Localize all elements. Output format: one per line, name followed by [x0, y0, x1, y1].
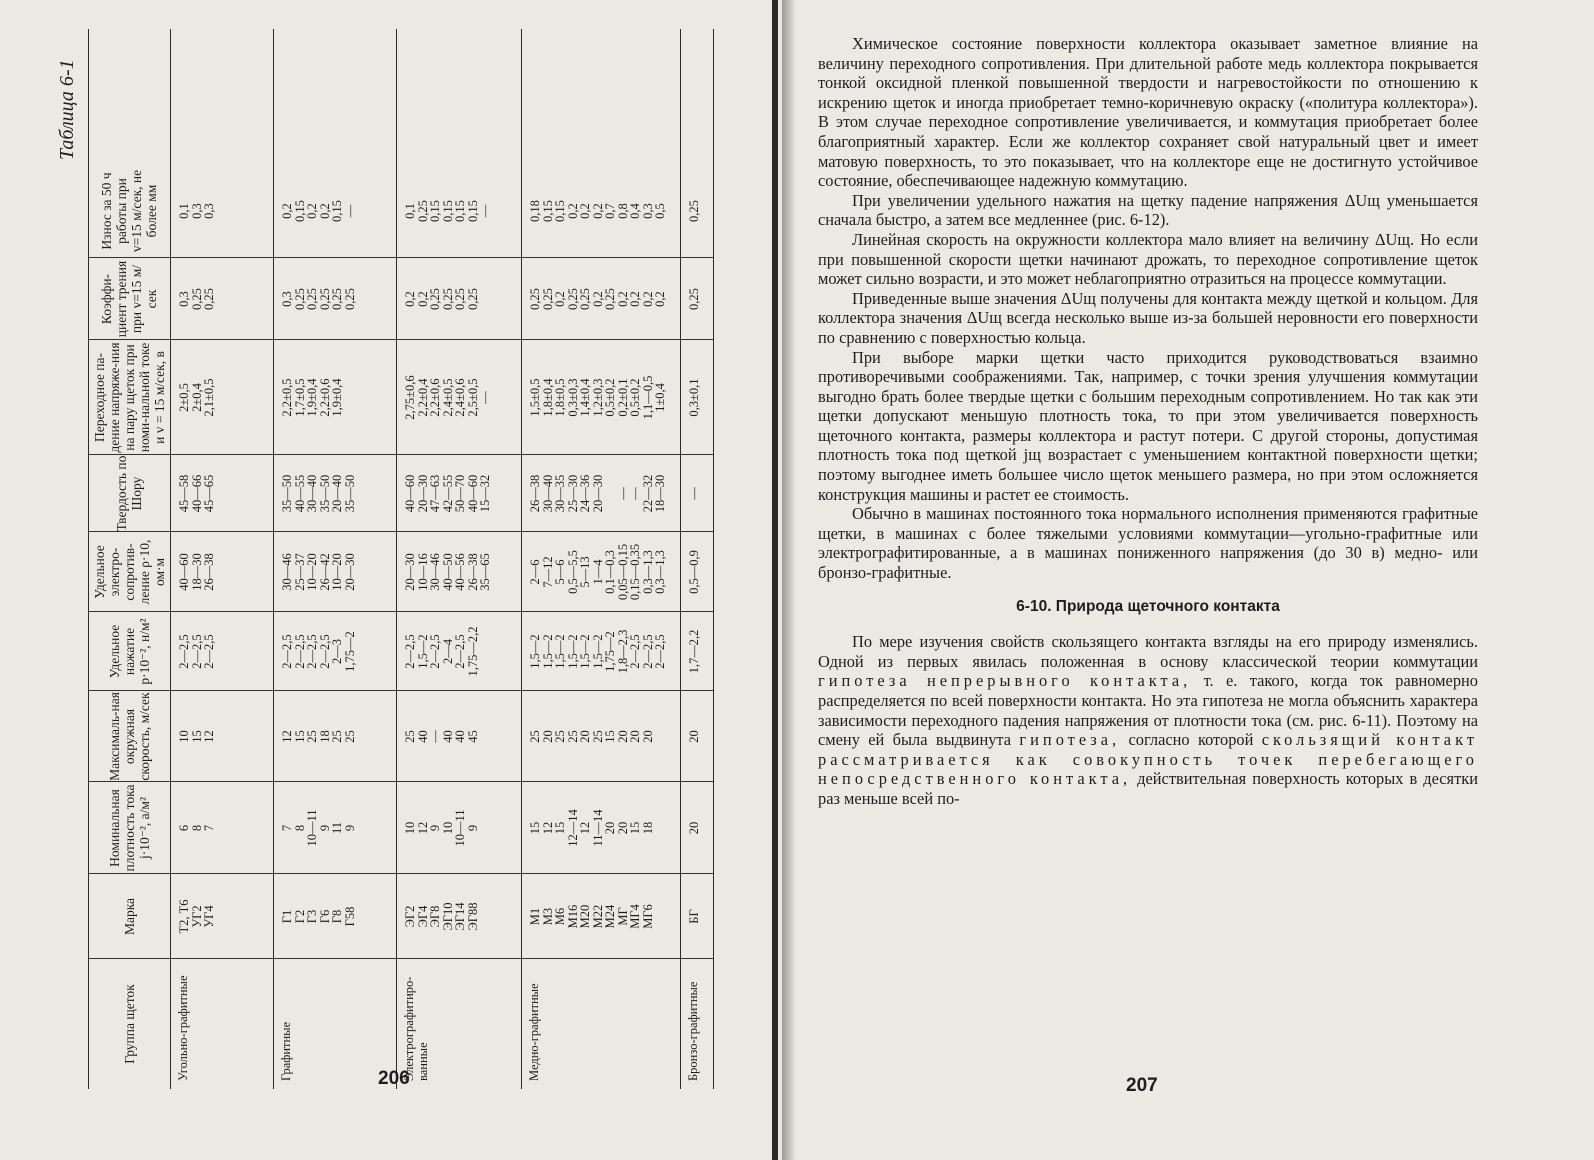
- table-cell: ЭГ10: [440, 902, 455, 931]
- table-header-cell: Износ за 50 ч работы при v=15 м/сек, не более мм: [99, 169, 159, 253]
- table-cell: 20: [687, 821, 701, 835]
- table-cell: 11—14: [590, 809, 605, 847]
- table-cell: 20—30: [415, 474, 430, 513]
- term-hypothesis: гипотеза,: [1019, 730, 1121, 750]
- table-cell: 30—46: [428, 553, 442, 591]
- table-cell: 0,05—0,15: [615, 543, 630, 601]
- table-cell: 25: [330, 730, 344, 743]
- table-cell: ЭГ88: [465, 902, 480, 931]
- table-cell: 0,2: [565, 203, 580, 219]
- table-cell: 2±0,5: [177, 383, 191, 412]
- table-cell: 0,3: [177, 291, 191, 307]
- text-column: [818, 34, 1478, 809]
- table-cell: 2—2,5: [403, 634, 417, 669]
- table-cell: 9: [342, 824, 357, 832]
- table-cell: 10—16: [415, 553, 430, 591]
- table-cell: 40: [440, 730, 455, 743]
- table-cell: 0,3±0,1: [687, 378, 701, 417]
- table-cell: 1,5—2: [565, 634, 580, 669]
- table-cell: 10: [177, 730, 191, 743]
- table-cell: 26—38: [465, 553, 480, 591]
- table-cell: 0,25: [565, 288, 580, 310]
- table-band-rule: [396, 29, 397, 1089]
- table-cell: М24: [603, 904, 617, 929]
- section-title: 6-10. Природа щеточного контакта: [1016, 597, 1280, 615]
- table-cell: 35—65: [478, 553, 492, 591]
- table-cell: 0,18: [528, 200, 542, 222]
- table-cell: 0,25: [415, 200, 430, 222]
- table-cell: 0,25: [465, 288, 480, 310]
- table-cell: 45: [465, 730, 480, 743]
- paragraph-7-part1: По мере изучения свойств скользящего контакта взгляды на его природу изменялись. Одной из первых явилась положенная в основу классической теории коммутации: [818, 632, 1478, 671]
- table-cell: БГ: [687, 909, 701, 924]
- paragraph-4: Приведенные выше значения ΔUщ получены для контакта между щеткой и кольцом. Для коллектора значения ΔUщ всегда несколько выше из-за большей неровности его поверхности по сравнению с поверхностью кольца.: [818, 288, 1478, 347]
- table-cell: 0,5±0,2: [628, 378, 642, 417]
- table-cell: 1,9±0,4: [305, 378, 319, 417]
- table-cell: 35—50: [317, 474, 332, 513]
- table-cell: 0,3: [189, 203, 204, 219]
- table-cell: 12: [280, 730, 294, 743]
- table-cell: М22: [590, 904, 605, 929]
- table-cell: 1,5—2: [415, 634, 430, 669]
- table-header-cell: Твердость по Шору: [114, 455, 144, 532]
- table-cell: 0,5±0,2: [603, 378, 617, 417]
- table-cell: 40: [415, 730, 430, 743]
- table-cell: 1,8±0,4: [540, 378, 555, 417]
- table-cell: —: [342, 204, 357, 218]
- table-group-name: Электрографитиро-ванные: [402, 976, 430, 1081]
- table-group-name: Угольно-графитные: [176, 975, 190, 1081]
- table-cell: 25—30: [565, 474, 580, 513]
- table-cell: 9: [465, 824, 480, 832]
- table-cell: 0,25: [687, 200, 701, 222]
- table-cell: —: [478, 391, 492, 404]
- table-group-name: Медно-графитные: [527, 983, 541, 1081]
- table-cell: 0,25: [578, 288, 592, 310]
- table-header-cell: Группа щеток: [121, 984, 137, 1064]
- table-cell: ЭГ14: [453, 902, 467, 931]
- table-cell: 1,2±0,3: [590, 378, 605, 417]
- table-cell: 9: [428, 824, 442, 832]
- paragraph-7-part4: действительная поверхность которых в десятки раз меньше всей по-: [818, 769, 1478, 808]
- table-cell: 20: [687, 730, 701, 743]
- paragraph-6: Обычно в машинах постоянного тока нормального исполнения применяются графитные щетки, в машинах с более тяжелыми условиями коммутации—угольно-графитные или электрографитированные, а в машинах пониженного напряжения (до 30 в) медно- или бронзо-графитные.: [818, 504, 1478, 583]
- table-cell: 0,15: [440, 200, 455, 222]
- table-cell: ЭГ2: [403, 905, 417, 928]
- table-cell: 2,75±0,6: [403, 375, 417, 420]
- table-cell: 45—58: [177, 474, 191, 513]
- table-cell: 1,75—2,2: [465, 626, 480, 677]
- table-cell: 25: [528, 730, 542, 743]
- table-cell: 7: [202, 824, 216, 832]
- table-cell: М16: [565, 904, 580, 929]
- table-cell: 0,2: [590, 203, 605, 219]
- table-cell: Г1: [280, 909, 294, 924]
- table-cell: 0,25: [540, 288, 555, 310]
- page-number-left: 206: [378, 1068, 410, 1089]
- table-cell: 25: [590, 730, 605, 743]
- gutter-shadow: [782, 0, 796, 1160]
- paragraph-5: При выборе марки щетки часто приходится руководствоваться взаимно противоречивыми соображениями. Так, например, с точки зрения улучшения коммутации выгодно брать более твердые щетки с большим переходным сопротивлением. Но так как эти щетки допускают меньшую плотность тока, то при этом увеличивается поверхность щеточного контакта, размеры коллектора и растут потери. С другой стороны, допустимая плотность тока под щеткой jщ возрастает с уменьшением контактной поверхности щетки; поэтому выгоднее иметь большее число щеток меньшего размера, но при этом осложняется конструкция машины и растет ее стоимость.: [818, 347, 1478, 504]
- table-cell: 2,2±0,6: [317, 378, 332, 417]
- table-cell: 0,5—5,5: [565, 550, 580, 594]
- table-header-cell: Коэффи-циент трения при v=15 м/сек: [99, 260, 159, 338]
- table-cell: 10—20: [305, 553, 319, 591]
- table-cell: 0,15: [453, 200, 467, 222]
- table-cell: 25: [553, 730, 567, 743]
- paragraph-2: При увеличении удельного нажатия на щетку падение напряжения ΔUщ уменьшается сначала быстро, а затем все медленнее (рис. 6-12).: [818, 190, 1478, 230]
- table-cell: Г58: [342, 906, 357, 927]
- table-cell: 1,1—0,5: [640, 375, 655, 420]
- table-cell: 0,15: [553, 200, 567, 222]
- table-6-1: [0, 0, 778, 1160]
- table-header-cell: Удельное электро-сопротив-ление ρ·10, ом·м: [91, 539, 167, 605]
- table-cell: 2—2,5: [453, 634, 467, 669]
- table-cell: 2±0,4: [189, 383, 204, 412]
- table-cell: 0,25: [292, 288, 307, 310]
- table-cell: 2—2,5: [653, 634, 667, 669]
- table-cell: 0,15: [330, 200, 344, 222]
- table-cell: 20—30: [590, 474, 605, 513]
- table-cell: 0,25: [189, 288, 204, 310]
- table-cell: 0,2: [305, 203, 319, 219]
- table-cell: 2—3: [330, 639, 344, 664]
- table-cell: 42—55: [440, 474, 455, 513]
- table-cell: 15: [528, 821, 542, 835]
- table-cell: 0,25: [428, 288, 442, 310]
- table-cell: 30—40: [305, 474, 319, 513]
- table-cell: 2—2,5: [428, 634, 442, 669]
- table-cell: 2,2±0,6: [428, 378, 442, 417]
- table-cell: 0,15: [540, 200, 555, 222]
- table-cell: 1,75—2: [342, 631, 357, 672]
- table-cell: 0,1: [403, 203, 417, 219]
- table-group-name: Графитные: [279, 1021, 293, 1081]
- table-cell: 0,25: [317, 288, 332, 310]
- table-cell: 1,7±0,5: [292, 378, 307, 417]
- table-cell: 22—32: [640, 474, 655, 513]
- table-cell: 0,15: [428, 200, 442, 222]
- table-header-cell: Номинальная плотность тока j·10⁻², а/м²: [106, 784, 152, 872]
- table-cell: 25: [305, 730, 319, 743]
- table-cell: 10—11: [453, 809, 467, 847]
- term-continuous-contact: гипотеза непрерывного контакта,: [818, 671, 1192, 691]
- table-cell: Г3: [305, 909, 319, 924]
- table-cell: 1,5±0,5: [528, 378, 542, 417]
- table-cell: 2,1±0,5: [202, 378, 216, 417]
- table-cell: 0,15—0,35: [628, 543, 642, 601]
- table-cell: 20—40: [330, 474, 344, 513]
- table-cell: 0,25: [528, 288, 542, 310]
- table-cell: 26—38: [202, 553, 216, 591]
- table-cell: МГ: [615, 907, 630, 926]
- table-cell: 2,4±0,5: [440, 378, 455, 417]
- table-cell: 8: [292, 824, 307, 832]
- table-cell: 2,4±0,6: [453, 378, 467, 417]
- table-cell: 20: [603, 821, 617, 835]
- table-cell: М6: [553, 907, 567, 926]
- table-cell: 20: [615, 730, 630, 743]
- table-cell: 10: [440, 821, 455, 835]
- table-cell: МГ4: [628, 904, 642, 929]
- table-cell: М20: [578, 904, 592, 929]
- table-cell: 0,25: [440, 288, 455, 310]
- table-cell: 40—55: [292, 474, 307, 513]
- table-cell: 2—2,5: [280, 634, 294, 669]
- table-cell: 0,5: [653, 203, 667, 219]
- table-cell: 0,25: [202, 288, 216, 310]
- table-cell: 2—2,5: [305, 634, 319, 669]
- table-cell: 0,1: [177, 203, 191, 219]
- table-band-rule: [273, 29, 274, 1089]
- paragraph-7-part3: согласно которой: [1128, 730, 1254, 750]
- table-cell: 0,8: [615, 203, 630, 219]
- table-cell: 30—40: [540, 474, 555, 513]
- table-cell: 0,2: [628, 291, 642, 307]
- table-cell: УГ4: [202, 905, 216, 928]
- table-header-cell: Максималь-ная окружная скорость, м/сек: [106, 692, 152, 781]
- table-cell: 40—66: [189, 474, 204, 513]
- table-cell: 12: [415, 821, 430, 835]
- table-cell: 0,25: [305, 288, 319, 310]
- table-cell: 10—20: [330, 553, 344, 591]
- table-caption-text: Таблица 6-1: [56, 59, 78, 160]
- table-cell: 40: [453, 730, 467, 743]
- table-cell: 25—37: [292, 553, 307, 591]
- table-cell: 0,15: [292, 200, 307, 222]
- table-cell: 0,25: [603, 288, 617, 310]
- table-cell: Т2, Т6: [177, 899, 191, 934]
- table-cell: 8: [189, 824, 204, 832]
- table-cell: 40—50: [440, 553, 455, 591]
- table-cell: 30—46: [280, 553, 294, 591]
- table-cell: 12: [540, 821, 555, 835]
- page-number-right: 207: [1126, 1075, 1158, 1096]
- table-cell: 15: [628, 821, 642, 835]
- table-cell: 1,7—2,2: [687, 629, 701, 674]
- table-header-cell: Переходное па-дение напряже-ния на пару щеток при номи-нальной токе и v = 15 м/сек, в: [91, 342, 167, 453]
- table-cell: 1,5—2: [590, 634, 605, 669]
- table-cell: 25: [342, 730, 357, 743]
- paragraph-7: [818, 632, 1478, 808]
- table-grid: [88, 29, 701, 1089]
- table-cell: 0,2: [615, 291, 630, 307]
- table-cell: 0,15: [465, 200, 480, 222]
- table-cell: 12—14: [565, 809, 580, 847]
- table-cell: 0,3: [640, 203, 655, 219]
- table-cell: 50—70: [453, 474, 467, 513]
- table-cell: 2—2,5: [640, 634, 655, 669]
- table-cell: Г6: [317, 909, 332, 924]
- table-cell: 26—38: [528, 474, 542, 513]
- table-cell: 0,7: [603, 203, 617, 219]
- term-sliding-contact: скользящий контакт рассматривается как совокупность точек перебегающего непосредственного контакта,: [818, 730, 1478, 789]
- table-group-name: Бронзо-графитные: [686, 981, 700, 1081]
- table-cell: 2,2±0,5: [280, 378, 294, 417]
- table-cell: 15: [553, 821, 567, 835]
- table-cell: —: [615, 487, 630, 500]
- table-cell: ЭГ8: [428, 905, 442, 928]
- table-cell: МГ6: [640, 904, 655, 929]
- table-cell: 0,2: [653, 291, 667, 307]
- table-cell: 18—30: [653, 474, 667, 513]
- table-cell: 0,3: [202, 203, 216, 219]
- table-cell: 40—60: [177, 553, 191, 591]
- table-cell: 2,2±0,4: [415, 378, 430, 417]
- table-cell: 25: [403, 730, 417, 743]
- paragraph-1: Химическое состояние поверхности коллектора оказывает заметное влияние на величину переходного сопротивления. При длительной работе медь коллектора покрывается тонкой оксидной пленкой повышенной твердости и нагревостойкости по отношению к искрению щеток и иногда приобретает темно-коричневую окраску («политура коллектора»). В этом случае переходное сопротивление увеличивается, и коммутация приобретает более благоприятный характер. Если же коллектор сохраняет свой натуральный цвет и имеет матовую поверхность, то это показывает, что на коллекторе еще не достигнуто устойчивое состояние, обеспечивающее надежную коммутацию.: [818, 34, 1478, 191]
- right-page: [778, 0, 1594, 1160]
- table-cell: 45—65: [202, 474, 216, 513]
- table-cell: 35—50: [342, 474, 357, 513]
- table-cell: 1,8—2,3: [615, 629, 630, 674]
- table-cell: 0,2: [640, 291, 655, 307]
- table-cell: 0,4: [628, 203, 642, 219]
- table-cell: 0,2: [553, 291, 567, 307]
- table-cell: —: [478, 204, 492, 218]
- table-cell: 10: [403, 821, 417, 835]
- table-cell: 5—13: [578, 556, 592, 588]
- table-band-rule: [521, 29, 522, 1089]
- table-cell: 11: [330, 821, 344, 835]
- table-cell: 9: [317, 824, 332, 832]
- paragraph-3: Линейная скорость на окружности коллектора мало влияет на величину ΔUщ. Но если при повышенной скорости щетки начинают дрожать, то переходное сопротивление щеток может сильно возрасти, и это может неблагоприятно отразиться на процессе коммутации.: [818, 229, 1478, 289]
- table-cell: 40—60: [465, 474, 480, 513]
- table-cell: —: [628, 487, 642, 500]
- table-cell: 0,1—0,3: [603, 550, 617, 594]
- table-cell: 0,2: [590, 291, 605, 307]
- table-cell: 20: [628, 730, 642, 743]
- table-header-cell: Марка: [121, 897, 137, 936]
- table-cell: 1,5—2: [528, 634, 542, 669]
- table-cell: 2—4: [440, 639, 455, 664]
- table-cell: 0,2: [317, 203, 332, 219]
- table-cell: 2—6: [528, 559, 542, 585]
- table-cell: 12: [202, 730, 216, 743]
- table-cell: 15: [189, 730, 204, 743]
- table-cell: 0,25: [453, 288, 467, 310]
- table-bottom-rule: [713, 29, 714, 1089]
- table-cell: 20: [615, 821, 630, 835]
- table-cell: 18: [640, 821, 655, 835]
- table-cell: 30—35: [553, 474, 567, 513]
- table-cell: 2—2,5: [177, 634, 191, 669]
- table-cell: 20: [540, 730, 555, 743]
- table-cell: 40—60: [403, 474, 417, 513]
- table-cell: М3: [540, 907, 555, 926]
- table-cell: 0,25: [330, 288, 344, 310]
- table-cell: 0,25: [687, 288, 701, 310]
- table-cell: 2—2,5: [317, 634, 332, 669]
- table-cell: 20—30: [403, 553, 417, 591]
- table-cell: 1±0,4: [653, 383, 667, 412]
- table-cell: ЭГ4: [415, 905, 430, 928]
- table-cell: 1,5—2: [553, 634, 567, 669]
- table-cell: 1—4: [590, 559, 605, 585]
- table-cell: 0,2: [578, 203, 592, 219]
- table-cell: 0,3—1,3: [653, 550, 667, 594]
- table-cell: 0,3: [280, 291, 294, 307]
- table-cell: 15: [603, 730, 617, 743]
- table-cell: 2—2,5: [202, 634, 216, 669]
- table-cell: 1,75—2: [603, 631, 617, 672]
- left-page: [0, 0, 778, 1160]
- table-cell: 5—6: [553, 559, 567, 585]
- table-cell: 0,2±0,1: [615, 378, 630, 417]
- table-cell: 2,5±0,5: [465, 378, 480, 417]
- table-cell: 24—36: [578, 474, 592, 513]
- table-cell: 1,5—2: [578, 634, 592, 669]
- table-cell: Г2: [292, 909, 307, 924]
- table-cell: 47—63: [428, 474, 442, 513]
- table-cell: 0,3—1,3: [640, 550, 655, 594]
- table-cell: 18: [317, 730, 332, 743]
- table-cell: 12: [578, 821, 592, 835]
- table-cell: 0,2: [280, 203, 294, 219]
- table-cell: 15: [292, 730, 307, 743]
- table-header-rule: [170, 29, 171, 1089]
- table-cell: 35—50: [280, 474, 294, 513]
- table-cell: 10—11: [305, 809, 319, 847]
- table-cell: 25: [565, 730, 580, 743]
- table-cell: УГ2: [189, 905, 204, 928]
- table-cell: 1,5—2: [540, 634, 555, 669]
- table-cell: 20—30: [342, 553, 357, 591]
- table-cell: 40—56: [453, 553, 467, 591]
- table-cell: 26—42: [317, 553, 332, 591]
- table-cell: 7—12: [540, 556, 555, 588]
- table-cell: 7: [280, 824, 294, 832]
- table-cell: 15—32: [478, 474, 492, 513]
- table-cell: 1,8±0,5: [553, 378, 567, 417]
- table-band-rule: [680, 29, 681, 1089]
- table-cell: 0,2: [403, 291, 417, 307]
- table-cell: 20: [640, 730, 655, 743]
- paragraph-7-part2: т. е. такого, когда ток равномерно распределяется по всей поверхности контакта. Но эта гипотеза не могла объяснить характера зависимости переходного падения напряжения от плотности тока (см. рис. 6-11). Поэтому на смену ей была выдвинута: [818, 671, 1478, 750]
- table-cell: 2—2,5: [292, 634, 307, 669]
- table-cell: М1: [528, 907, 542, 926]
- table-cell: 1,9±0,4: [330, 378, 344, 417]
- table-cell: —: [687, 487, 701, 500]
- table-cell: 0,5—0,9: [687, 550, 701, 594]
- table-cell: 18—30: [189, 553, 204, 591]
- table-cell: 1,4±0,4: [578, 378, 592, 417]
- table-cell: 6: [177, 824, 191, 832]
- table-header-cell: Удельное нажатие p·10⁻², н/м²: [106, 618, 152, 685]
- table-cell: 2—2,5: [189, 634, 204, 669]
- table-cell: 0,2: [415, 291, 430, 307]
- table-cell: Г8: [330, 909, 344, 924]
- table-cell: 0,25: [342, 288, 357, 310]
- table-top-rule: [88, 29, 89, 1089]
- table-cell: 2—2,5: [628, 634, 642, 669]
- table-cell: 20: [578, 730, 592, 743]
- table-cell: —: [428, 730, 442, 743]
- table-cell: 0,3±0,3: [565, 378, 580, 417]
